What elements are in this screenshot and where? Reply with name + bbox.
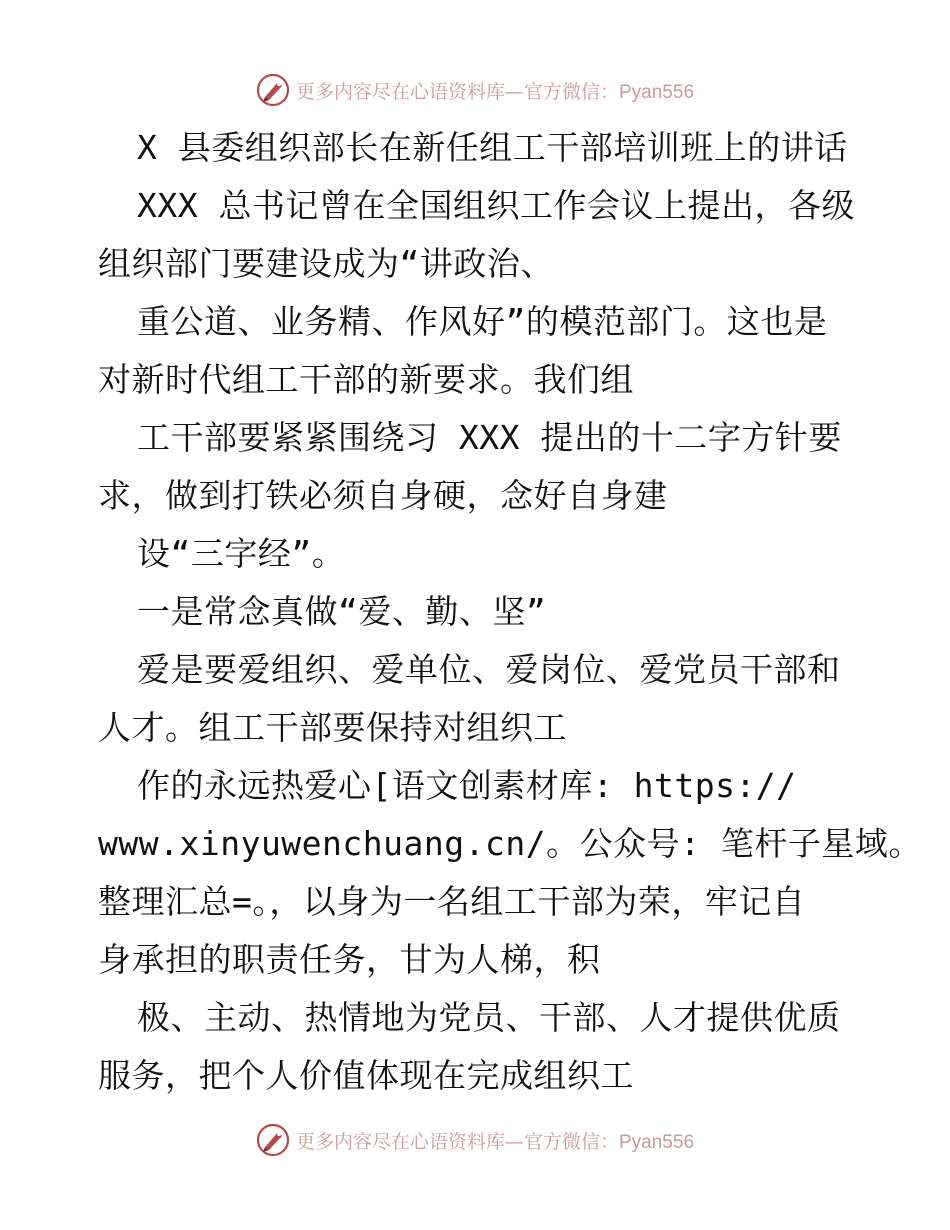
header-watermark-label: 更多内容尽在心语资料库—官方微信： [295,80,619,103]
body-line-1: XXX 总书记曾在全国组织工作会议上提出，各级 [137,186,855,225]
body-line-13: 整理汇总=。，以身为一名组工干部为荣，牢记自 [98,882,806,921]
body-line-2: 组织部门要建设成为“讲政治、 [98,244,554,283]
body-line-9: 爱是要爱组织、爱单位、爱岗位、爱党员干部和 [137,650,841,689]
header-watermark-brand: Pyan556 [619,81,695,103]
header-watermark-text [296,77,694,104]
body-line-12: www.xinyuwenchuang.cn/。公众号: 笔杆子星域。 [98,824,922,863]
footer-watermark-label: 更多内容尽在心语资料库—官方微信： [295,1130,619,1153]
body-line-11: 作的永远热爱心[语文创素材库: https:// [137,766,797,805]
footer-watermark-text [296,1127,694,1154]
body-line-5: 工干部要紧紧围绕习 XXX 提出的十二字方针要 [137,418,842,457]
body-line-3: 重公道、业务精、作风好”的模范部门。这也是 [137,302,828,341]
document-title: X 县委组织部长在新任组工干部培训班上的讲话 [137,128,848,167]
body-line-16: 服务，把个人价值体现在完成组织工 [98,1056,634,1095]
body-line-10: 人才。组工干部要保持对组织工 [98,708,567,747]
pen-logo-icon [256,1123,290,1157]
body-line-14: 身承担的职责任务，甘为人梯，积 [98,940,601,979]
body-line-7: 设“三字经”。 [137,534,346,573]
body-line-6: 求，做到打铁必须自身硬，念好自身建 [98,476,668,515]
footer-watermark-brand: Pyan556 [619,1131,695,1153]
body-line-4: 对新时代组工干部的新要求。我们组 [98,360,634,399]
header-watermark-banner [0,70,950,110]
section-heading: 一是常念真做“爱、勤、坚” [137,592,547,631]
footer-watermark-banner [0,1120,950,1160]
pen-logo-icon [256,73,290,107]
body-line-15: 极、主动、热情地为党员、干部、人才提供优质 [137,998,841,1037]
